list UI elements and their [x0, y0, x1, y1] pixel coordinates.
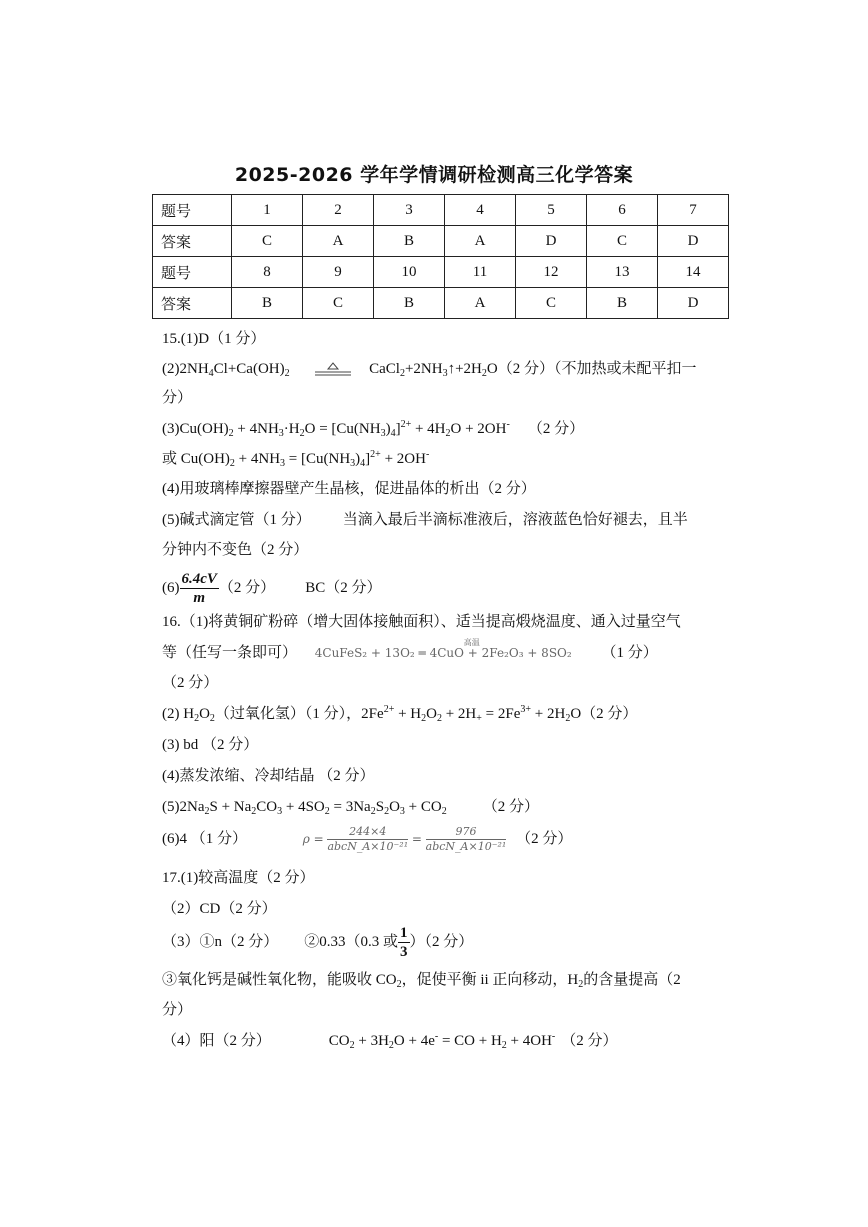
q17-line-5: 分）: [162, 1002, 193, 1018]
table-cell: D: [658, 226, 729, 257]
table-cell: 6: [587, 195, 658, 226]
row-header-cell: 答案: [153, 226, 232, 257]
table-cell: 13: [587, 257, 658, 288]
table-cell: A: [445, 226, 516, 257]
table-row: [153, 195, 729, 226]
q15-line-3: 分）: [162, 390, 193, 406]
q16-line-1: 16.（1)将黄铜矿粉碎（增大固体接触面积）、适当提高煅烧温度、通入过量空气: [162, 614, 681, 630]
table-cell: B: [374, 226, 445, 257]
page-title: 2025-2026 学年学情调研检测高三化学答案: [234, 164, 634, 186]
table-cell: B: [587, 288, 658, 319]
q17-line-3: （3）①n（2 分） ②0.33（0.3 或 $\frac{1}{3}$ ）（2 分）: [162, 925, 474, 961]
q16-line-7: $(5)2Na_2S + Na_2CO_3 + 4SO_2 = 3Na_2S_2O_3 + CO_2$ （2 分）: [162, 799, 539, 817]
table-cell: 3: [374, 195, 445, 226]
fraction-one-third: $\frac{1}{3}$: [400, 925, 408, 961]
q15-line-9: (6) $\frac{6.4cV}{m}$ （2 分） BC（2 分）: [162, 571, 382, 607]
table-cell: C: [516, 288, 587, 319]
q16-line-8: (6)4 （1 分） ρ = $\frac{244\times 4}{\text{abcN\_A×10⁻²¹}}$ = $\frac{976}{\text{abcN\_A×10⁻²¹}}$ （2 分）: [162, 825, 573, 854]
q17-line-2: （2）CD（2 分）: [162, 901, 277, 917]
table-row: [153, 257, 729, 288]
q15-line-2: $(2)2NH_4Cl+Ca(OH)_2$ $CaCl_2+2NH_3↑+2H_2O(2$ 分）（不加热或未配平扣一: [162, 361, 697, 379]
q16-line-3: （2 分）: [162, 675, 219, 691]
table-cell: B: [232, 288, 303, 319]
q17-line-1: 17.(1)较高温度（2 分）: [162, 870, 315, 886]
heating-arrow-icon: [313, 360, 353, 380]
table-cell: 8: [232, 257, 303, 288]
q16-line-6: (4)蒸发浓缩、冷却结晶 （2 分）: [162, 768, 375, 784]
table-cell: 14: [658, 257, 729, 288]
table-cell: 11: [445, 257, 516, 288]
table-cell: 10: [374, 257, 445, 288]
table-cell: 9: [303, 257, 374, 288]
table-cell: A: [303, 226, 374, 257]
table-cell: 5: [516, 195, 587, 226]
table-cell: 2: [303, 195, 374, 226]
q15-line-4: $(3)Cu(OH)_2 + 4NH_3\cdot H_2O = [Cu(NH_3)_4]^{2+} + 4H_2O + 2OH^-$ （2 分）: [162, 419, 585, 439]
table-cell: D: [658, 288, 729, 319]
q16-line-5: (3) bd （2 分）: [162, 737, 259, 753]
table-cell: 12: [516, 257, 587, 288]
table-row: [153, 226, 729, 257]
density-fraction-2: $\frac{976}{\text{abcN\_A×10⁻²¹}}$: [425, 825, 507, 854]
table-cell: B: [374, 288, 445, 319]
fraction-6.4cV-m: $\frac{6.4cV}{m}$: [181, 571, 217, 607]
q15-line-6: (4)用玻璃棒摩擦器壁产生晶核，促进晶体的析出（2 分）: [162, 481, 536, 497]
q15-line-1: 15.(1)D（1 分）: [162, 331, 266, 347]
row-header-cell: 答案: [153, 288, 232, 319]
q15-line-7: (5)碱式滴定管（1 分） 当滴入最后半滴标准液后，溶液蓝色恰好褪去，且半: [162, 512, 688, 528]
table-cell: C: [587, 226, 658, 257]
q16-line-4: (2) $H_2O_2$（过氧化氢）（1 分），$2Fe^{2+} + H_2O_2 + 2H_+ = 2Fe^{3+} + 2H_2O(2$ 分）: [162, 704, 638, 724]
q15-line-8: 分钟内不变色（2 分）: [162, 542, 309, 558]
q16-line-2: 等（任写一条即可） 4CuFeS₂ + 13O₂ ═ 4CuO + 2Fe₂O₃ + 8SO₂ 高温 （1 分）: [162, 638, 658, 661]
table-cell: 1: [232, 195, 303, 226]
table-cell: C: [232, 226, 303, 257]
table-cell: 7: [658, 195, 729, 226]
table-cell: D: [516, 226, 587, 257]
q17-line-4: ③氧化钙是碱性氧化物，能吸收 $CO_2$，促使平衡 ii 正向移动，$H_2$的含量提高（2: [162, 972, 681, 990]
density-fraction-1: $\frac{244\times 4}{\text{abcN\_A×10⁻²¹}}$: [327, 825, 409, 854]
table-row: [153, 288, 729, 319]
q15-line-5: 或 $Cu(OH)_2 + 4NH_3 = [Cu(NH_3)_4]^{2+} + 2OH^-$: [162, 449, 430, 469]
row-header-cell: 题号: [153, 257, 232, 288]
roasting-equation: 4CuFeS₂ + 13O₂ ═ 4CuO + 2Fe₂O₃ + 8SO₂ 高温: [314, 638, 572, 660]
table-cell: 4: [445, 195, 516, 226]
q17-line-6: （4）阳（2 分） $CO_2 + 3H_2O + 4e^-$ = CO + $H_2 + 4OH^-$ （2 分）: [162, 1031, 618, 1051]
table-cell: C: [303, 288, 374, 319]
answer-table: [152, 194, 729, 319]
table-cell: A: [445, 288, 516, 319]
row-header-cell: 题号: [153, 195, 232, 226]
